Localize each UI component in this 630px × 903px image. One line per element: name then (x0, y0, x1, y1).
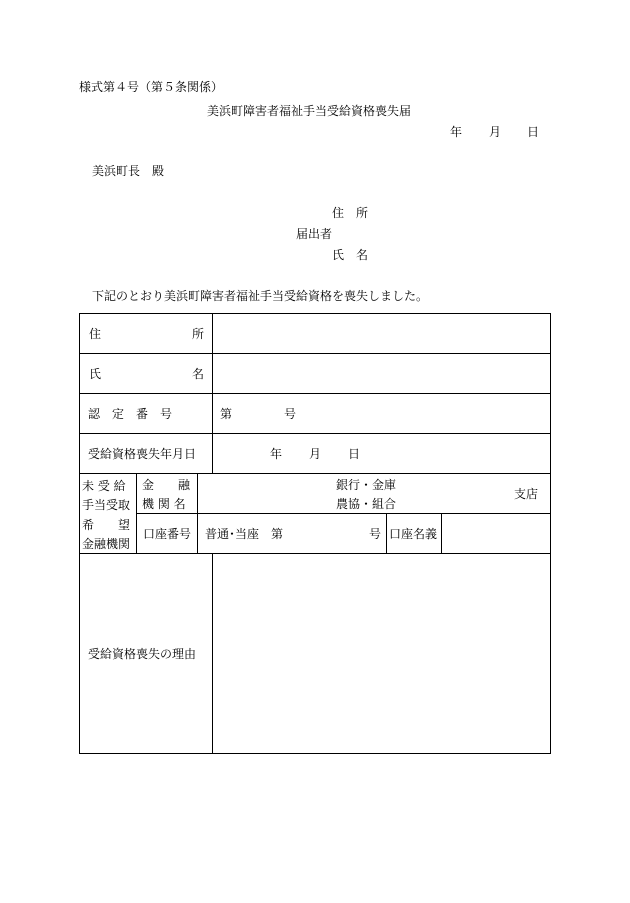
table-col-divider (136, 473, 137, 554)
account-type: 普通･当座 第 (205, 527, 284, 541)
cert-go: 号 (284, 407, 297, 421)
name-label-b: 名 (192, 367, 205, 381)
bank-type-1: 銀行・金庫 (336, 478, 397, 492)
applicant-name-label: 氏 名 (332, 248, 369, 262)
table-border-right (550, 313, 551, 754)
addressee: 美浜町長 殿 (92, 164, 165, 178)
fin-inst-label-1: 金 融 (142, 478, 191, 492)
cert-number-field[interactable] (213, 394, 550, 433)
table-border-bottom (79, 753, 551, 754)
account-go: 号 (369, 527, 382, 541)
bank-section-header-4: 金融機関 (82, 537, 131, 551)
bank-section-header-3: 希 望 (82, 518, 131, 532)
loss-date-label: 受給資格喪失年月日 (88, 447, 197, 461)
date-month-label: 月 (489, 125, 502, 139)
bank-section-header-1: 未 受 給 (82, 479, 126, 493)
loss-date-year: 年 (270, 447, 283, 461)
address-label-a: 住 (89, 327, 102, 341)
reason-field[interactable] (213, 554, 550, 753)
form-title: 美浜町障害者福祉手当受給資格喪失届 (207, 104, 412, 118)
financial-institution-field[interactable] (198, 474, 550, 513)
fin-inst-label-2: 機 関 名 (142, 497, 186, 511)
form-number: 様式第４号（第５条関係） (79, 80, 224, 94)
loss-date-day: 日 (348, 447, 361, 461)
loss-date-field[interactable] (213, 434, 550, 473)
bank-type-2: 農協・組合 (336, 497, 397, 511)
statement: 下記のとおり美浜町障害者福祉手当受給資格を喪失しました。 (92, 289, 429, 303)
loss-date-month: 月 (309, 447, 322, 461)
applicant-address-label: 住 所 (332, 206, 369, 220)
address-field[interactable] (213, 314, 550, 353)
table-col-divider (386, 513, 387, 554)
date-year-label: 年 (450, 125, 463, 139)
cert-dai: 第 (220, 407, 233, 421)
account-number-label: 口座番号 (143, 527, 192, 541)
address-label-b: 所 (192, 327, 205, 341)
cert-number-label: 認 定 番 号 (88, 407, 173, 421)
date-day-label: 日 (527, 125, 540, 139)
name-field[interactable] (213, 354, 550, 393)
table-border-left (79, 313, 80, 754)
account-number-field[interactable] (198, 514, 386, 553)
reason-label: 受給資格喪失の理由 (88, 647, 197, 661)
account-holder-label: 口座名義 (389, 527, 438, 541)
bank-section-header-2: 手当受取 (82, 498, 131, 512)
branch-label: 支店 (514, 487, 539, 501)
applicant-label: 届出者 (296, 227, 333, 241)
account-holder-field[interactable] (442, 514, 550, 553)
name-label-a: 氏 (89, 367, 102, 381)
